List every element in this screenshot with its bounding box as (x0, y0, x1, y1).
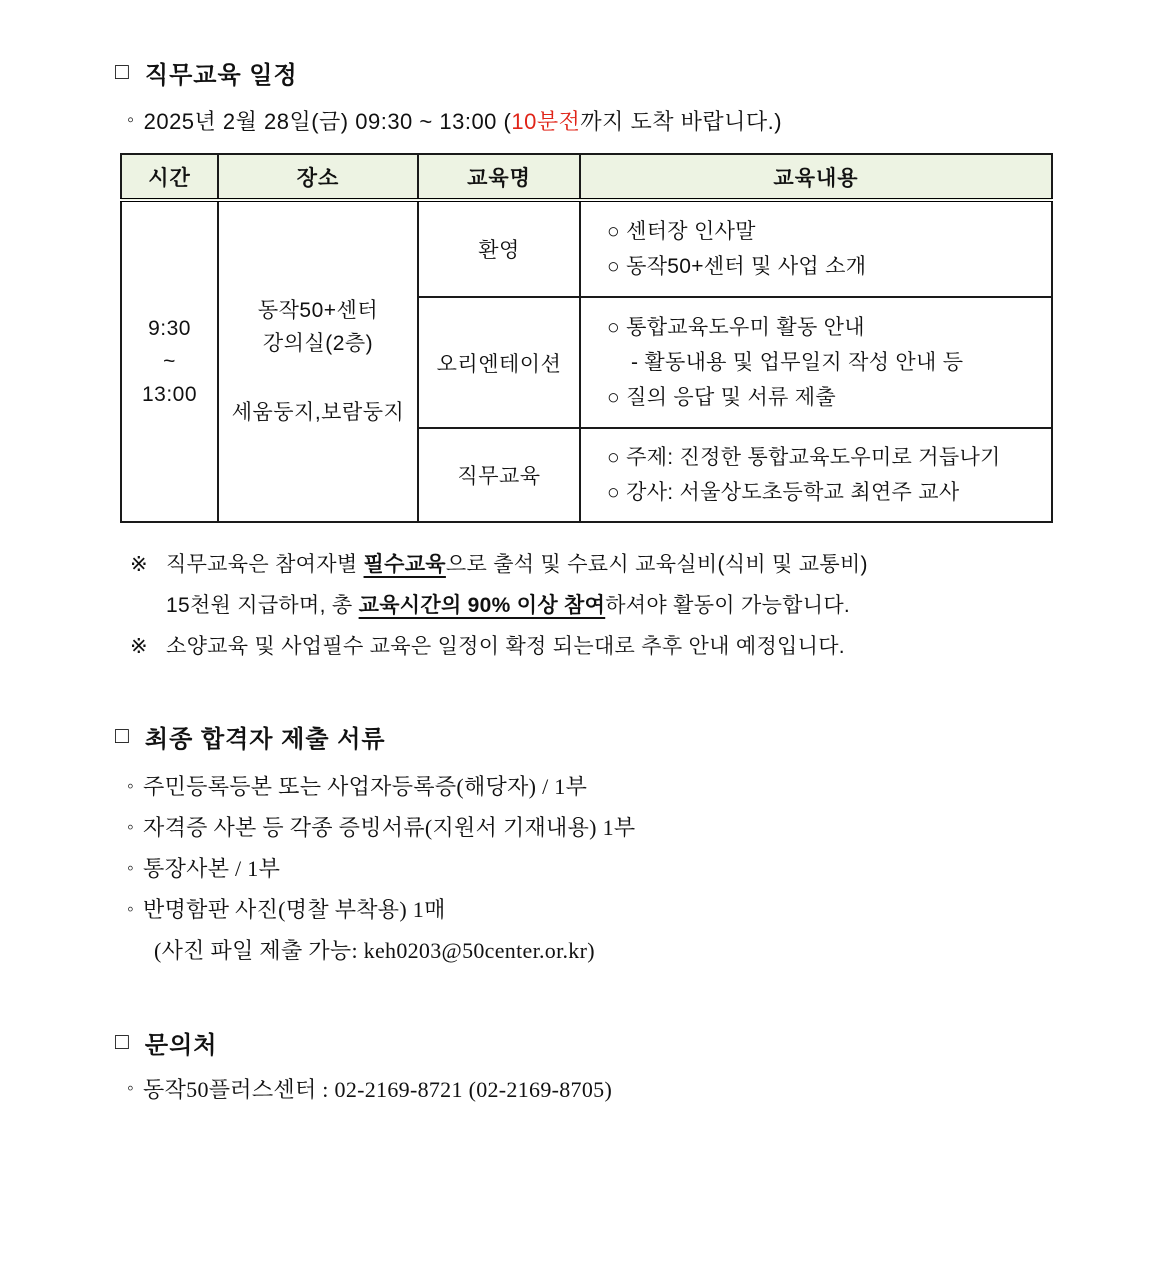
note-text: 소양교육 및 사업필수 교육은 일정이 확정 되는대로 추후 안내 예정입니다. (166, 635, 845, 658)
content-line: ○ 통합교육도우미 활동 안내 (607, 316, 865, 339)
circle-bullet-icon: ◦ (127, 899, 135, 920)
circle-bullet-icon: ◦ (127, 817, 135, 838)
course-name-welcome: 환영 (418, 200, 580, 297)
photo-file-note: (사진 파일 제출 가능: keh0203@50center.or.kr) (154, 938, 595, 963)
training-datetime (144, 105, 782, 136)
course-name-job-training: 직무교육 (418, 428, 580, 522)
course-content-orientation (580, 297, 1052, 428)
circle-bullet-icon: ◦ (127, 858, 135, 879)
content-line: ○ 강사: 서울상도초등학교 최연주 교사 (607, 481, 960, 504)
circle-bullet-icon: ◦ (127, 776, 135, 797)
content-subline: - 활동내용 및 업무일지 작성 안내 등 (631, 351, 964, 374)
end-time: 13:00 (141, 383, 198, 406)
section-square-icon: □ (115, 722, 130, 748)
place-line: 강의실(2층) (262, 332, 374, 355)
circle-bullet-icon: ◦ (127, 109, 135, 131)
note-line (130, 544, 1115, 585)
note-seg: 하셔야 활동이 가능합니다. (605, 594, 851, 617)
section-square-icon: □ (115, 58, 130, 84)
reference-mark-icon: ※ (130, 635, 148, 658)
training-date-line (127, 105, 1115, 136)
list-item (127, 848, 1115, 889)
place-line: 동작50+센터 (257, 299, 379, 322)
required-documents-heading (115, 719, 1115, 754)
note-emphasis: 교육시간의 90% 이상 참여 (358, 594, 606, 617)
note-seg: 으로 출석 및 수료시 교육실비(식비 및 교통비) (445, 553, 868, 576)
header-place: 장소 (218, 154, 418, 200)
header-time: 시간 (121, 154, 218, 200)
header-course-name: 교육명 (418, 154, 580, 200)
contact-heading (115, 1025, 1115, 1060)
section-square-icon: □ (115, 1028, 130, 1054)
document-item-text: 주민등록등본 또는 사업자등록증(해당자) / 1부 (143, 774, 588, 799)
section-title: 직무교육 일정 (144, 62, 298, 89)
arrival-highlight: 10분전 (511, 109, 581, 134)
course-content-welcome (580, 200, 1052, 297)
document-item-text: 자격증 사본 등 각종 증빙서류(지원서 기재내용) 1부 (143, 815, 636, 840)
header-course-content: 교육내용 (580, 154, 1052, 200)
note-line-continued (130, 585, 1115, 626)
training-schedule-table (120, 153, 1053, 523)
date-text: 2025년 2월 28일(금) 09:30 ~ 13:00 ( (143, 109, 512, 134)
list-item (127, 889, 1115, 930)
required-documents-list (127, 766, 1115, 971)
place-line: 세움둥지,보람둥지 (231, 401, 405, 424)
table-row (121, 200, 1052, 297)
note-text (166, 585, 850, 626)
start-time: 9:30 (148, 317, 191, 340)
list-item (127, 766, 1115, 807)
contact-phone-text: 동작50플러스센터 : 02-2169-8721 (02-2169-8705) (143, 1077, 613, 1102)
note-line (130, 626, 1115, 667)
content-line: ○ 질의 응답 및 서류 제출 (607, 386, 836, 409)
table-header-row (121, 154, 1052, 200)
content-line: ○ 주제: 진정한 통합교육도우미로 거듭나기 (607, 446, 1001, 469)
content-line: ○ 동작50+센터 및 사업 소개 (607, 255, 867, 278)
training-notes (130, 544, 1115, 667)
reference-mark-icon: ※ (130, 553, 148, 576)
section-title: 문의처 (144, 1032, 218, 1059)
time-tilde: ~ (163, 350, 176, 373)
note-text (166, 544, 868, 585)
document-item-text: 반명함판 사진(명찰 부착용) 1매 (143, 897, 446, 922)
date-text-suffix: 까지 도착 바랍니다.) (580, 109, 783, 134)
note-emphasis: 필수교육 (363, 553, 446, 576)
list-item (127, 807, 1115, 848)
place-cell (218, 200, 418, 522)
note-seg: 직무교육은 참여자별 (166, 553, 364, 576)
circle-bullet-icon: ◦ (127, 1077, 135, 1099)
section-title: 최종 합격자 제출 서류 (144, 726, 386, 753)
contact-phone-line (127, 1073, 1115, 1104)
job-training-schedule-heading (115, 55, 1115, 90)
document-item-text: 통장사본 / 1부 (143, 856, 281, 881)
course-name-orientation: 오리엔테이션 (418, 297, 580, 428)
course-content-job-training (580, 428, 1052, 522)
content-line: ○ 센터장 인사말 (607, 220, 756, 243)
note-seg: 15천원 지급하며, 총 (166, 594, 359, 617)
time-cell (121, 200, 218, 522)
